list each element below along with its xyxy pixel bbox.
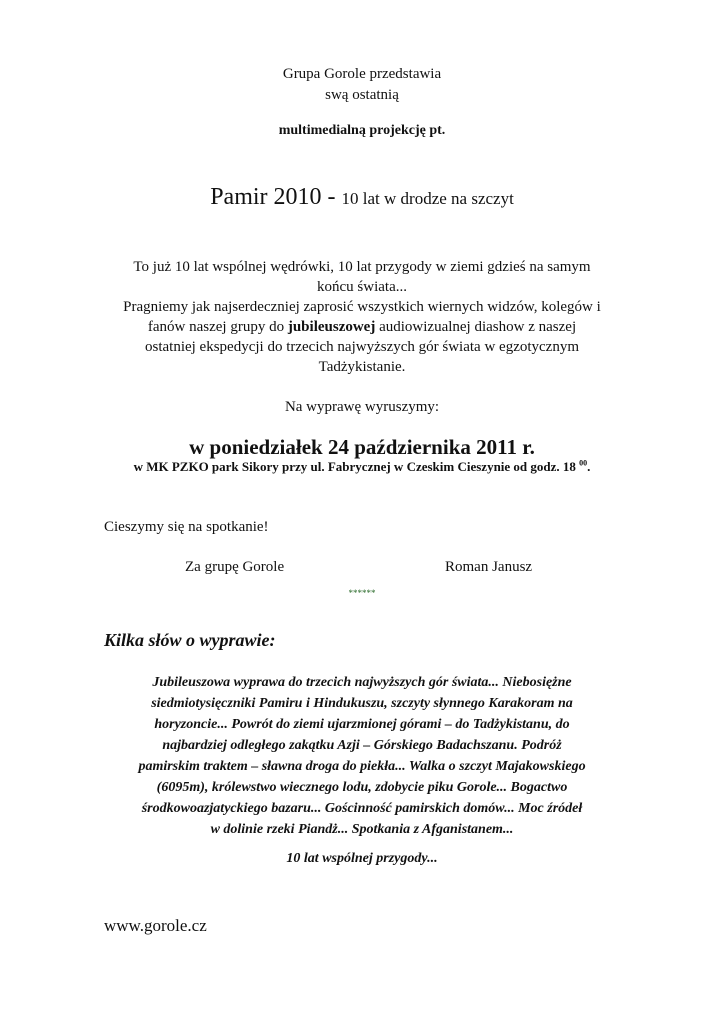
event-date: w poniedziałek 24 października 2011 r.: [189, 435, 535, 459]
event-venue: [0, 458, 724, 476]
description-line: pamirskim traktem – sławna droga do piekła... Walka o szczyt Majakowskiego: [138, 759, 586, 774]
description-line: Jubileuszowa wyprawa do trzecich najwyższych gór świata... Niebosiężne: [152, 675, 572, 690]
paragraph-line: [0, 317, 724, 337]
paragraph-line: Pragniemy jak najserdeczniej zaprosić wszystkich wiernych widzów, kolegów i: [123, 299, 601, 315]
title-main: Pamir 2010 -: [210, 184, 342, 210]
paragraph-line: ostatniej ekspedycji do trzecich najwyższych gór świata w egzotycznym: [144, 339, 579, 355]
description-line: w dolinie rzeki Piandż... Spotkania z Afganistanem...: [210, 822, 514, 837]
separator: ******: [348, 588, 376, 598]
set-out-line: Na wyprawę wyruszymy:: [284, 399, 440, 415]
time-superscript: 00: [579, 458, 588, 468]
paragraph-line: końcu świata...: [317, 279, 407, 295]
document-title: [0, 182, 724, 214]
description-line: siedmiotysięczniki Pamiru i Hindukuszu, szczyty słynnego Karakoram na: [151, 696, 573, 711]
title-sub: 10 lat w drodze na szczyt: [341, 189, 514, 208]
paragraph-text: audiowizualnej diashow z naszej: [375, 319, 577, 335]
paragraph-line: To już 10 lat wspólnej wędrówki, 10 lat przygody w ziemi gdzieś na samym: [133, 259, 591, 275]
intro-line-2: swą ostatnią: [325, 87, 399, 103]
description-line: horyzoncie... Powrót do ziemi ujarzmionej górami – do Tadżykistanu, do: [154, 717, 570, 732]
paragraph-text: fanów naszej grupy do: [147, 319, 288, 335]
intro-line-1: Grupa Gorole przedstawia: [282, 66, 442, 82]
venue-end: .: [587, 459, 591, 474]
venue-text: w MK PZKO park Sikory przy ul. Fabrycznej w Czeskim Cieszynie od godz. 18: [133, 459, 580, 474]
intro-line-3: multimedialną projekcję pt.: [278, 123, 446, 138]
description-line: (6095m), królewstwo wiecznego lodu, zdobycie piku Gorole... Bogactwo: [156, 780, 568, 795]
paragraph-line: Tadżykistanie.: [318, 359, 406, 375]
closing-line: 10 lat wspólnej przygody...: [286, 851, 438, 866]
paragraph-bold-word: jubileuszowej: [287, 319, 376, 335]
signature-name: Roman Janusz: [445, 559, 533, 575]
website-link[interactable]: www.gorole.cz: [104, 916, 207, 935]
description-line: najbardziej odległego zakątku Azji – Górskiego Badachszanu. Podróż: [162, 738, 562, 753]
signature-group: Za grupę Gorole: [185, 559, 285, 575]
section-heading: Kilka słów o wyprawie:: [104, 630, 276, 650]
description-line: środkowoazjatyckiego bazaru... Gościnność pamirskich domów... Moc źródeł: [141, 801, 583, 816]
see-you-line: Cieszymy się na spotkanie!: [104, 519, 269, 535]
